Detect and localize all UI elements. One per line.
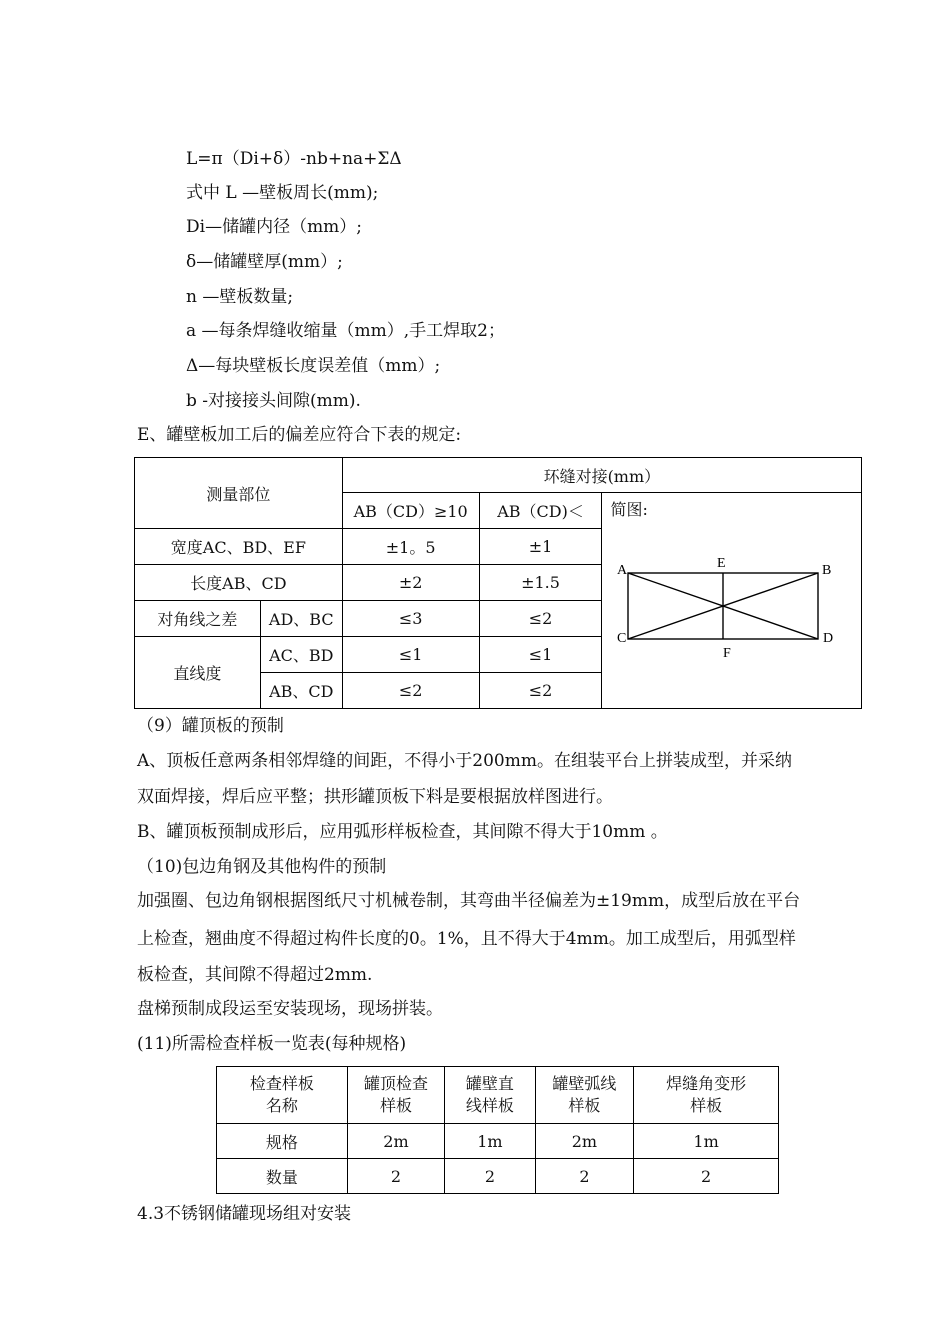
row-diag-v2: ≤2 [479, 601, 602, 637]
formula-main: L=π（Di+δ）-nb+na+ΣΔ [186, 149, 402, 169]
template-table [216, 1066, 779, 1194]
row-straight-v2b: ≤2 [479, 673, 602, 709]
formula-def: a —每条焊缝收缩量（mm）,手工焊取2； [186, 321, 505, 341]
formula-def: n —壁板数量; [186, 287, 294, 307]
sketch-label-b: B [822, 563, 832, 578]
tpl-spec-value: 1m [634, 1124, 779, 1159]
section-4-3-heading: 4.3不锈钢储罐现场组对安装 [137, 1204, 352, 1224]
sketch-label-c: C [617, 631, 627, 646]
section-10-para-2: 上检查，翘曲度不得超过构件长度的0。1%，且不得大于4mm。加工成型后，用弧型样 [137, 929, 796, 949]
row-length-v2: ±1.5 [479, 565, 602, 601]
section-9-para-a1: A、顶板任意两条相邻焊缝的间距，不得小于200mm。在组装平台上拼装成型，并采纳 [137, 751, 792, 771]
sketch-cell [602, 493, 862, 709]
row-width-label: 宽度AC、BD、EF [135, 529, 343, 565]
tpl-header-wall-straight: 罐壁直 线样板 [445, 1067, 535, 1124]
tpl-spec-value: 2m [347, 1124, 445, 1159]
header-lt: AB（CD)＜ [479, 493, 602, 529]
tpl-spec-value: 2m [535, 1124, 634, 1159]
row-diag-v1: ≤3 [342, 601, 479, 637]
header-group: 环缝对接(mm） [342, 458, 861, 493]
section-10-para-1: 加强圈、包边角钢根据图纸尺寸机械卷制，其弯曲半径偏差为±19mm，成型后放在平台 [137, 891, 801, 911]
sketch-label-d: D [823, 631, 834, 646]
row-straight-label: 直线度 [135, 637, 261, 709]
row-straight-v1a: ≤1 [342, 637, 479, 673]
formula-def: 式中 L —壁板周长(mm); [186, 183, 379, 203]
section-11-title: (11)所需检查样板一览表(每种规格) [137, 1034, 407, 1054]
section-10-para-3: 板检查，其间隙不得超过2mm. [137, 965, 373, 985]
formula-def: Δ—每块壁板长度误差值（mm）; [186, 356, 441, 376]
header-ge10: AB（CD）≥10 [342, 493, 479, 529]
tpl-qty-label: 数量 [217, 1159, 348, 1194]
rectangle-sketch [602, 521, 860, 721]
tpl-qty-value: 2 [634, 1159, 779, 1194]
row-diag-label: 对角线之差 [135, 601, 261, 637]
row-length-label: 长度AB、CD [135, 565, 343, 601]
formula-def: b -对接接头间隙(mm). [186, 391, 361, 411]
tpl-qty-value: 2 [347, 1159, 445, 1194]
section-e-heading: E、罐壁板加工后的偏差应符合下表的规定: [137, 425, 462, 445]
section-9-para-b: B、罐顶板预制成形后，应用弧形样板检查，其间隙不得大于10mm 。 [137, 822, 668, 842]
row-straight-v2a: ≤1 [479, 637, 602, 673]
formula-def: Di—储罐内径（mm）; [186, 217, 363, 237]
sketch-label-f: F [723, 646, 732, 661]
row-width-v1: ±1。5 [342, 529, 479, 565]
tpl-qty-value: 2 [445, 1159, 535, 1194]
section-9-para-a2: 双面焊接，焊后应平整；拱形罐顶板下料是要根据放样图进行。 [137, 787, 613, 807]
tpl-header-weld-angle: 焊缝角变形 样板 [634, 1067, 779, 1124]
row-straight-sub2: AB、CD [260, 673, 342, 709]
tpl-qty-value: 2 [535, 1159, 634, 1194]
row-width-v2: ±1 [479, 529, 602, 565]
row-diag-sub: AD、BC [260, 601, 342, 637]
section-9-title: （9）罐顶板的预制 [137, 716, 284, 736]
sketch-label-a: A [617, 563, 628, 578]
row-length-v1: ±2 [342, 565, 479, 601]
row-straight-v1b: ≤2 [342, 673, 479, 709]
sketch-label-e: E [717, 556, 726, 571]
tpl-spec-label: 规格 [217, 1124, 348, 1159]
row-straight-sub1: AC、BD [260, 637, 342, 673]
section-10-para-4: 盘梯预制成段运至安装现场，现场拼装。 [137, 999, 443, 1019]
deviation-table [134, 457, 862, 709]
tpl-header-wall-arc: 罐壁弧线 样板 [535, 1067, 634, 1124]
formula-def: δ—储罐壁厚(mm）; [186, 252, 343, 272]
sketch-label: 简图: [610, 500, 648, 519]
header-part: 测量部位 [135, 458, 343, 529]
tpl-spec-value: 1m [445, 1124, 535, 1159]
tpl-header-name: 检查样板 名称 [217, 1067, 348, 1124]
tpl-header-roof: 罐顶检查 样板 [347, 1067, 445, 1124]
section-10-title: （10)包边角钢及其他构件的预制 [137, 857, 387, 877]
